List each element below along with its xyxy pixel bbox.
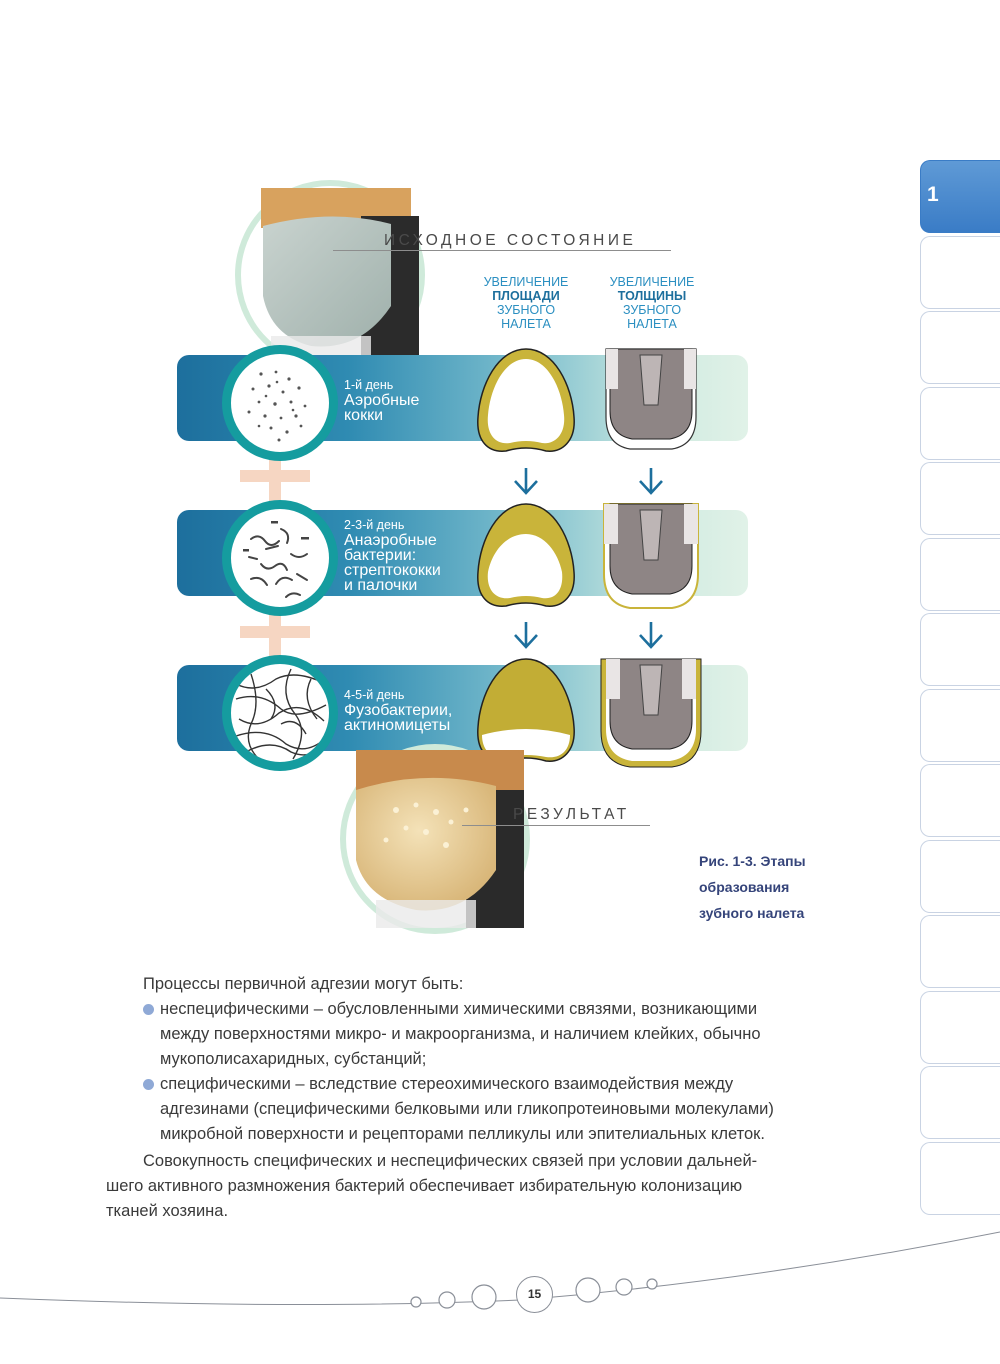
intro-paragraph: Процессы первичной адгезии могут быть: (143, 975, 464, 993)
closing-paragraph: Совокупность специфических и неспецифических связей при условии дальней- шего активного размножения бактерий обеспечивает избирательную колонизацию тканей хозяина. (106, 1152, 758, 1220)
arrow-down-icon (512, 466, 540, 496)
tooth-area-stage-2 (474, 500, 578, 612)
bullet-dot-icon (143, 1079, 154, 1090)
anaerobic-bacteria-micrograph (222, 500, 338, 616)
tooth-thickness-stage-2 (602, 500, 700, 612)
tooth-area-stage-1 (474, 345, 578, 457)
tab-chapter[interactable] (920, 311, 1000, 384)
bottom-label-line (462, 825, 650, 826)
stage-3-text: 4-5-й день Фузобактерии, актиномицеты (344, 688, 453, 734)
result-photo-ring (340, 744, 530, 934)
tab-chapter[interactable] (920, 1142, 1000, 1215)
tab-chapter[interactable] (920, 538, 1000, 611)
bullet-1: неспецифическими – обусловленными химическими связями, возникающими между поверхностями микро- и макроорганизма, и наличием клейких, обычно мукополисахаридных, субстанций; (160, 1000, 761, 1068)
result-label: РЕЗУЛЬТАТ (513, 806, 630, 823)
tab-chapter[interactable] (920, 387, 1000, 460)
initial-state-photo-ring (235, 180, 425, 370)
tooth-thickness-stage-1 (602, 345, 700, 457)
tooth-thickness-stage-3 (600, 655, 702, 769)
arrow-down-icon (637, 620, 665, 650)
tab-chapter[interactable] (920, 613, 1000, 686)
aerobic-cocci-micrograph (222, 345, 338, 461)
arrow-down-icon (512, 620, 540, 650)
page-number: 15 (516, 1276, 553, 1313)
tab-chapter[interactable] (920, 840, 1000, 913)
figure-caption: Рис. 1-3. Этапы образования зубного налета (699, 853, 806, 921)
bullet-2: специфическими – вследствие стереохимического взаимодействия между адгезинами (специфическими белковыми или гликопротеиновыми молекулами) микробной поверхности и рецепторами пелликулы или эпителиальных клеток. (160, 1075, 774, 1143)
arrow-down-icon (637, 466, 665, 496)
column-head-thickness: УВЕЛИЧЕНИЕ ТОЛЩИНЫ ЗУБНОГО НАЛЕТА (609, 275, 695, 331)
tab-chapter[interactable] (920, 764, 1000, 837)
result-tooth-photo (346, 750, 524, 928)
tab-chapter[interactable] (920, 1066, 1000, 1139)
initial-tooth-photo (241, 186, 419, 364)
initial-state-label: ИСХОДНОЕ СОСТОЯНИЕ (384, 232, 637, 249)
stage-1-text: 1-й день Аэробные кокки (344, 378, 420, 424)
top-label-line (333, 250, 671, 251)
tab-chapter[interactable] (920, 991, 1000, 1064)
bullet-dot-icon (143, 1004, 154, 1015)
tab-chapter[interactable] (920, 236, 1000, 309)
column-head-area: УВЕЛИЧЕНИЕ ПЛОЩАДИ ЗУБНОГО НАЛЕТА (483, 275, 569, 331)
tab-chapter-1[interactable]: 1 (920, 160, 1000, 233)
stage-2-text: 2-3-й день Анаэробные бактерии: стрептококки и палочки (344, 518, 441, 594)
fusobacteria-micrograph (222, 655, 338, 771)
footer-curve (0, 1220, 1000, 1330)
tab-chapter[interactable] (920, 462, 1000, 535)
tab-chapter[interactable] (920, 689, 1000, 762)
tab-chapter[interactable] (920, 915, 1000, 988)
